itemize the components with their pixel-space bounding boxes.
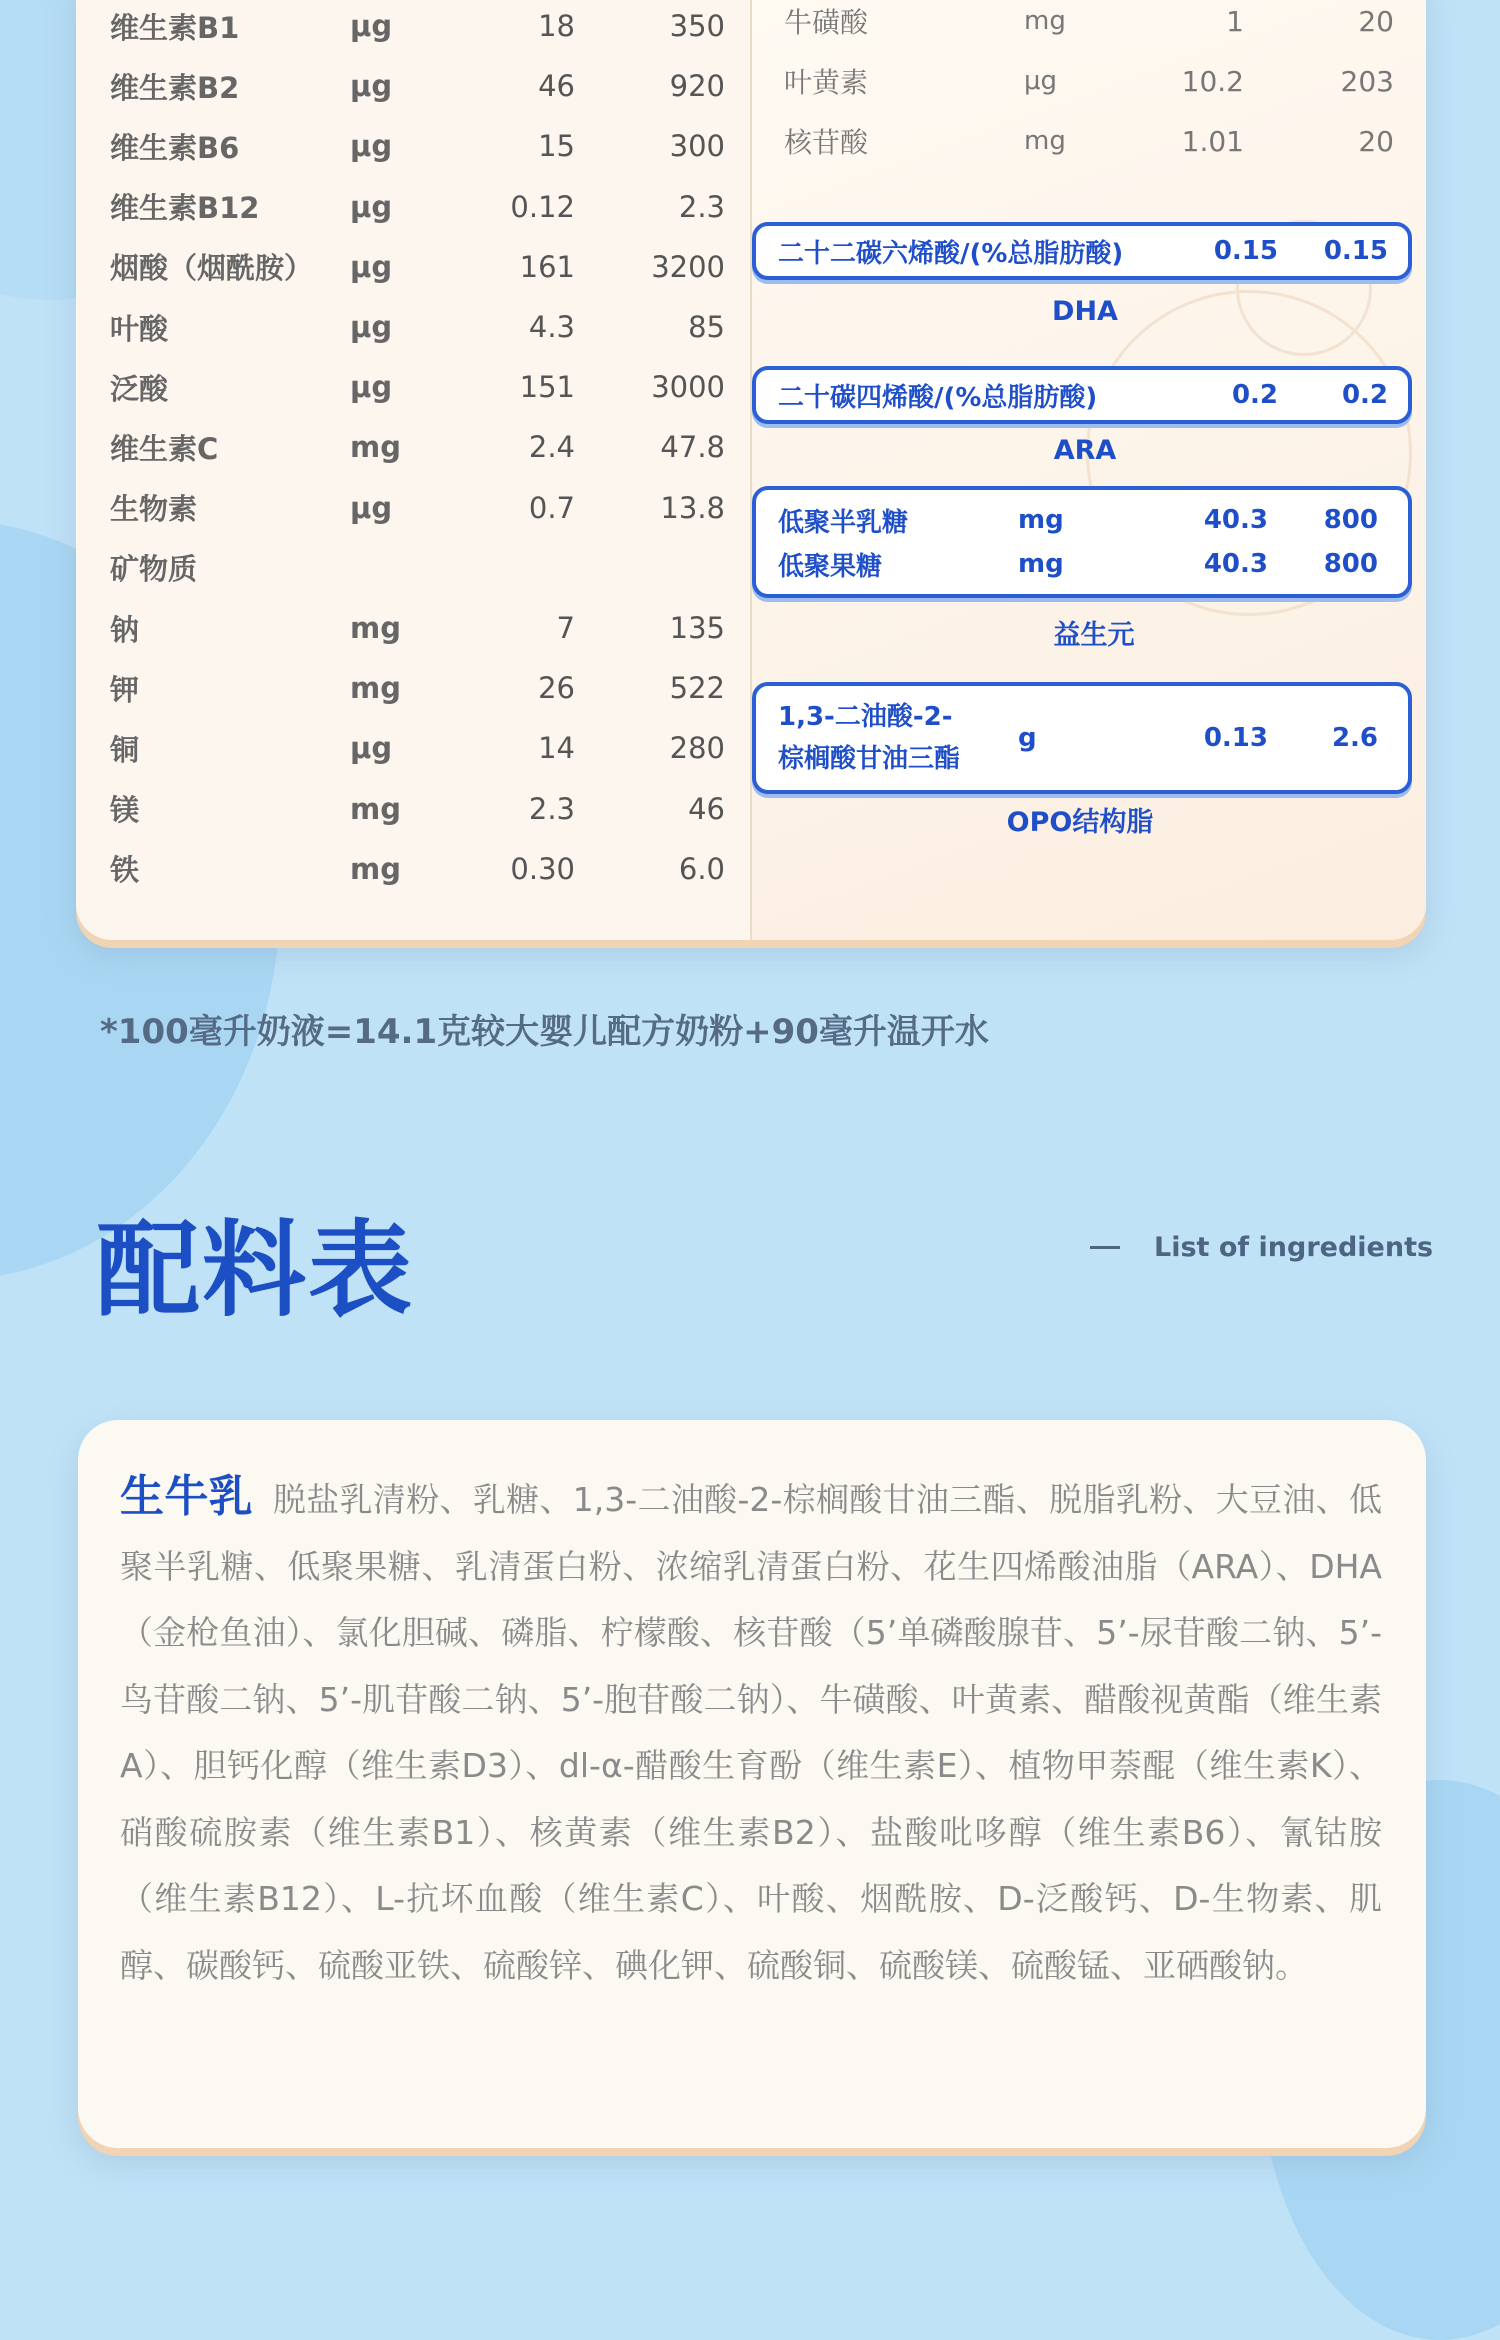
nutrition-v1: 151 (519, 370, 575, 405)
nutrition-row (110, 117, 730, 175)
opo-name (778, 696, 1018, 780)
nutrition-v1: 14 (538, 731, 575, 766)
nutrition-v2: 6.0 (678, 851, 725, 886)
nutrition-unit: μg (350, 189, 393, 224)
opo-value-100ml: 0.13 (1203, 723, 1268, 753)
nutrition-row (110, 57, 730, 115)
nutrition-v2: 46 (688, 791, 725, 826)
prebiotic-value-100g: 800 (1323, 505, 1378, 535)
nutrition-v1: 161 (519, 249, 575, 284)
prebiotic-unit: mg (1018, 549, 1064, 579)
column-divider (750, 0, 752, 940)
nutrition-name: 生物素 (110, 492, 198, 527)
nutrition-row (110, 178, 730, 236)
opo-name-line2: 棕榈酸甘油三酯 (778, 744, 961, 774)
dha-caption: DHA (1052, 296, 1118, 327)
nutrition-unit: mg (350, 430, 401, 465)
nutrition-v2: 350 (669, 9, 725, 43)
nutrition-row (110, 539, 730, 597)
nutrition-unit: μg (350, 249, 393, 284)
nutrition-unit: μg (350, 129, 393, 164)
nutrition-v1: 0.12 (510, 189, 575, 224)
nutrition-row (110, 298, 730, 356)
ara-caption: ARA (1053, 435, 1117, 466)
nutrition-row (110, 479, 730, 537)
opo-value-100g: 2.6 (1331, 723, 1378, 753)
opo-name-line1: 1,3-二油酸-2- (778, 702, 953, 732)
dha-box (752, 222, 1412, 280)
opo-caption: OPO结构脂 (1006, 807, 1154, 838)
nutrition-unit: mg (350, 611, 401, 645)
nutrition-unit: μg (350, 9, 393, 43)
nutrition-name: 铁 (110, 853, 140, 888)
nutrition-name: 核苷酸 (784, 126, 869, 159)
nutrition-v1: 4.3 (528, 310, 575, 344)
nutrition-unit: mg (350, 791, 401, 826)
prebiotic-caption: 益生元 (1053, 620, 1135, 651)
nutrition-row (110, 659, 730, 717)
nutrition-v2: 203 (1340, 64, 1394, 98)
nutrition-name: 牛磺酸 (784, 6, 869, 39)
nutrition-v1: 1 (1226, 4, 1244, 38)
nutrition-name: 钠 (110, 612, 140, 647)
nutrition-v1: 46 (538, 69, 575, 104)
prebiotic-unit: mg (1018, 505, 1064, 535)
nutrition-row (110, 780, 730, 838)
nutrition-unit: μg (350, 310, 393, 344)
dash-decor (1090, 1246, 1120, 1249)
dha-value-100g: 0.15 (1323, 236, 1388, 266)
nutrition-name: 钾 (110, 672, 140, 707)
nutrition-row (110, 418, 730, 476)
nutrition-v2: 47.8 (660, 430, 725, 465)
dha-value-100ml: 0.15 (1213, 236, 1278, 266)
nutrition-card (76, 0, 1426, 940)
nutrition-v2: 920 (669, 69, 725, 104)
nutrition-v1: 2.3 (528, 791, 575, 826)
nutrition-unit: μg (1024, 66, 1058, 96)
prebiotic-name: 低聚半乳糖 (778, 507, 909, 538)
prebiotic-row (756, 498, 1408, 542)
prebiotic-value-100ml: 40.3 (1203, 505, 1268, 535)
nutrition-row (110, 599, 730, 657)
footnote: *100毫升奶液=14.1克较大婴儿配方奶粉+90毫升温开水 (100, 1012, 989, 1052)
nutrition-v1: 7 (556, 611, 575, 645)
nutrition-v2: 2.3 (678, 189, 725, 224)
section-title: 配料表 (96, 1209, 415, 1331)
nutrition-v1: 15 (538, 129, 575, 164)
nutrition-row (110, 840, 730, 898)
ingredients-title: 生牛乳 (120, 1471, 253, 1522)
nutrition-name: 矿物质 (110, 552, 198, 587)
nutrition-v2: 20 (1358, 124, 1394, 158)
nutrition-unit: μg (350, 69, 393, 104)
nutrition-name: 维生素B6 (110, 130, 240, 165)
ingredients-list: 脱盐乳清粉、乳糖、1,3-二油酸-2-棕榈酸甘油三酯、脱脂乳粉、大豆油、低聚半乳糖、低聚果糖、乳清蛋白粉、浓缩乳清蛋白粉、花生四烯酸油脂（ARA）、DHA（金枪鱼油）、氯化胆碱、磷脂、柠檬酸、核苷酸（5’单磷酸腺苷、5’-尿苷酸二钠、5’-鸟苷酸二钠、5’-肌苷酸二钠、5’-胞苷酸二钠）、牛磺酸、叶黄素、醋酸视黄酯（维生素A）、胆钙化醇（维生素D3）、dl-α-醋酸生育酚（维生素E）、植物甲萘醌（维生素K）、硝酸硫胺素（维生素B1）、核黄素（维生素B2）、盐酸吡哆醇（维生素B6）、氰钴胺（维生素B12）、L-抗坏血酸（维生素C）、叶酸、烟酰胺、D-泛酸钙、D-生物素、肌醇、碳酸钙、硫酸亚铁、硫酸锌、碘化钾、硫酸铜、硫酸镁、硫酸锰、亚硒酸钠。 (120, 1480, 1382, 1985)
nutrition-unit: mg (350, 851, 401, 886)
nutrition-unit: μg (350, 731, 393, 766)
nutrition-name: 泛酸 (110, 371, 169, 406)
nutrition-v2: 280 (669, 731, 725, 766)
prebiotic-value-100ml: 40.3 (1203, 549, 1268, 579)
nutrition-v1: 26 (538, 671, 575, 706)
nutrition-name: 维生素B2 (110, 70, 240, 105)
nutrition-v2: 135 (669, 611, 725, 645)
ara-value-100ml: 0.2 (1231, 380, 1278, 410)
nutrition-unit: mg (1024, 126, 1066, 156)
dha-name: 二十二碳六烯酸/(%总脂肪酸) (778, 238, 1124, 269)
ara-box (752, 366, 1412, 424)
nutrition-v2: 85 (688, 310, 725, 344)
ingredients-card (78, 1420, 1426, 2148)
ara-name: 二十碳四烯酸/(%总脂肪酸) (778, 382, 1098, 413)
opo-box (752, 682, 1412, 794)
nutrition-name: 维生素B12 (110, 191, 260, 226)
nutrition-name: 维生素B1 (110, 10, 240, 45)
nutrition-row (110, 0, 730, 55)
nutrition-v1: 2.4 (528, 430, 575, 465)
prebiotic-name: 低聚果糖 (778, 551, 883, 582)
nutrition-name: 烟酸（烟酰胺） (110, 251, 314, 286)
nutrition-unit: μg (350, 370, 393, 405)
nutrition-v1: 18 (538, 9, 575, 43)
nutrition-name: 镁 (110, 793, 140, 828)
nutrition-name: 维生素C (110, 431, 219, 466)
nutrition-name: 叶酸 (110, 311, 169, 346)
nutrition-row (784, 112, 1404, 170)
nutrition-row (784, 52, 1404, 110)
nutrition-v2: 20 (1358, 4, 1394, 38)
section-subtitle (1090, 1232, 1433, 1263)
nutrition-row (110, 358, 730, 416)
nutrition-row (110, 238, 730, 296)
prebiotic-row (756, 542, 1408, 586)
nutrition-unit: μg (350, 490, 393, 525)
nutrition-unit: mg (1024, 6, 1066, 36)
nutrition-v2: 13.8 (660, 490, 725, 525)
nutrition-row (784, 0, 1404, 50)
section-subtitle-text: List of ingredients (1154, 1232, 1434, 1263)
nutrition-v2: 522 (669, 671, 725, 706)
prebiotic-box (752, 486, 1412, 598)
nutrition-name: 叶黄素 (784, 66, 869, 99)
nutrition-v1: 10.2 (1181, 64, 1244, 98)
nutrition-v1: 0.7 (528, 490, 575, 525)
nutrition-v1: 1.01 (1181, 124, 1244, 158)
ara-value-100g: 0.2 (1341, 380, 1388, 410)
nutrition-name: 铜 (110, 732, 140, 767)
nutrition-v2: 3200 (651, 249, 725, 284)
nutrition-v1: 0.30 (510, 851, 575, 886)
ingredients-text-block (120, 1464, 1382, 1999)
opo-unit: g (1018, 723, 1037, 753)
nutrition-unit: mg (350, 671, 401, 706)
prebiotic-value-100g: 800 (1323, 549, 1378, 579)
nutrition-row (110, 719, 730, 777)
nutrition-v2: 3000 (651, 370, 725, 405)
nutrition-v2: 300 (669, 129, 725, 164)
